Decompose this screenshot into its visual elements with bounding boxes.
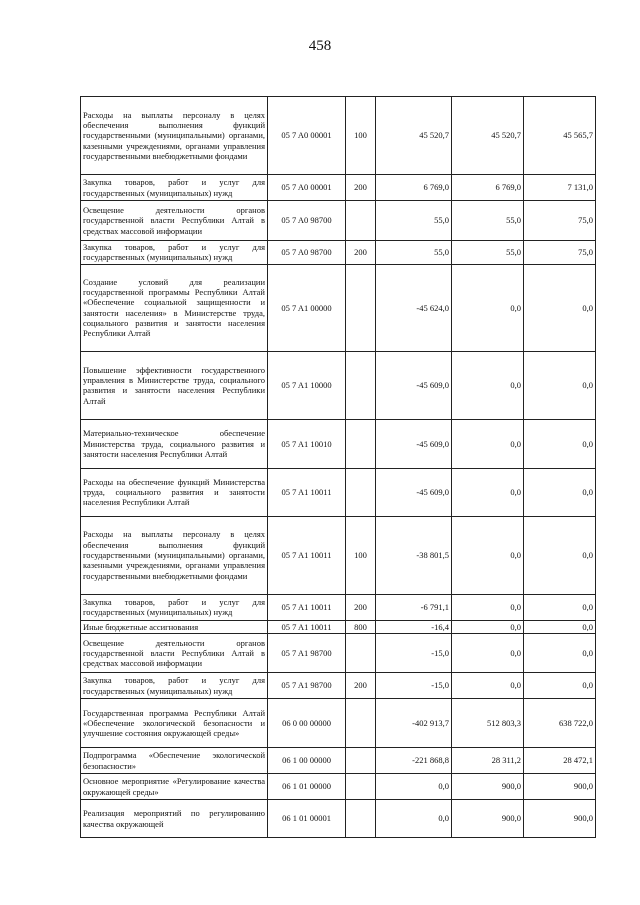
budget-table (80, 96, 596, 838)
row-expense-type-cell (346, 634, 376, 673)
row-value-2-cell: 55,0 (452, 201, 524, 241)
row-value-1-cell: 6 769,0 (376, 175, 452, 201)
row-value-3-cell: 0,0 (524, 620, 596, 633)
row-name-cell: Повышение эффективности государственного управления в Министерстве труда, социального развития и занятости населения Республики Алтай (81, 351, 268, 419)
row-code-cell: 05 7 A1 10011 (268, 594, 346, 620)
row-expense-type-cell (346, 800, 376, 838)
row-value-3-cell: 900,0 (524, 800, 596, 838)
table-row (81, 419, 596, 468)
row-code-cell: 05 7 A0 00001 (268, 97, 346, 175)
row-value-2-cell: 0,0 (452, 419, 524, 468)
row-expense-type-cell: 100 (346, 97, 376, 175)
table-row (81, 516, 596, 594)
table-row (81, 800, 596, 838)
row-value-3-cell: 0,0 (524, 516, 596, 594)
row-value-3-cell: 638 722,0 (524, 699, 596, 748)
table-row (81, 241, 596, 265)
row-value-2-cell: 512 803,3 (452, 699, 524, 748)
row-value-2-cell: 0,0 (452, 620, 524, 633)
row-name-cell: Государственная программа Республики Алтай «Обеспечение экологической безопасности и улучшение состояния окружающей среды» (81, 699, 268, 748)
row-code-cell: 05 7 A1 10011 (268, 468, 346, 516)
table-row (81, 634, 596, 673)
table-row (81, 351, 596, 419)
row-expense-type-cell (346, 351, 376, 419)
row-expense-type-cell: 800 (346, 620, 376, 633)
row-code-cell: 05 7 A1 98700 (268, 673, 346, 699)
row-expense-type-cell: 200 (346, 175, 376, 201)
row-value-3-cell: 0,0 (524, 634, 596, 673)
row-value-2-cell: 28 311,2 (452, 748, 524, 774)
row-value-1-cell: 0,0 (376, 774, 452, 800)
row-name-cell: Расходы на выплаты персоналу в целях обеспечения выполнения функций государственными (муниципальными) органами, казенными учреждениями, органами управления государственными внебюджетными фондами (81, 516, 268, 594)
row-code-cell: 05 7 A1 10010 (268, 419, 346, 468)
table-row (81, 774, 596, 800)
row-code-cell: 06 1 01 00001 (268, 800, 346, 838)
row-value-2-cell: 900,0 (452, 774, 524, 800)
row-code-cell: 06 0 00 00000 (268, 699, 346, 748)
row-value-1-cell: -221 868,8 (376, 748, 452, 774)
table-row (81, 699, 596, 748)
page-number: 458 (308, 38, 332, 54)
row-name-cell: Основное мероприятие «Регулирование качества окружающей среды» (81, 774, 268, 800)
row-code-cell: 05 7 A1 00000 (268, 264, 346, 351)
row-code-cell: 06 1 00 00000 (268, 748, 346, 774)
row-value-3-cell: 0,0 (524, 264, 596, 351)
row-expense-type-cell (346, 264, 376, 351)
table-row (81, 620, 596, 633)
table-row (81, 264, 596, 351)
row-value-2-cell: 0,0 (452, 351, 524, 419)
row-expense-type-cell (346, 748, 376, 774)
row-value-2-cell: 0,0 (452, 594, 524, 620)
row-name-cell: Материально-техническое обеспечение Министерства труда, социального развития и занятости населения Республики Алтай (81, 419, 268, 468)
row-value-3-cell: 7 131,0 (524, 175, 596, 201)
row-expense-type-cell (346, 468, 376, 516)
row-value-1-cell: -45 609,0 (376, 419, 452, 468)
row-value-3-cell: 900,0 (524, 774, 596, 800)
row-value-3-cell: 0,0 (524, 419, 596, 468)
row-name-cell: Расходы на обеспечение функций Министерства труда, социального развития и занятости населения Республики Алтай (81, 468, 268, 516)
row-value-3-cell: 0,0 (524, 594, 596, 620)
table-row (81, 594, 596, 620)
row-value-2-cell: 0,0 (452, 468, 524, 516)
row-value-3-cell: 0,0 (524, 351, 596, 419)
table-row (81, 201, 596, 241)
row-name-cell: Создание условий для реализации государственной программы Республики Алтай «Обеспечение социальной защищенности и занятости населения» в Министерстве труда, социального развития и занятости населения Республики Алтай (81, 264, 268, 351)
row-value-1-cell: -402 913,7 (376, 699, 452, 748)
row-name-cell: Расходы на выплаты персоналу в целях обеспечения выполнения функций государственными (муниципальными) органами, казенными учреждениями, органами управления государственными внебюджетными фондами (81, 97, 268, 175)
row-value-2-cell: 6 769,0 (452, 175, 524, 201)
row-expense-type-cell (346, 774, 376, 800)
row-value-1-cell: -15,0 (376, 673, 452, 699)
row-name-cell: Закупка товаров, работ и услуг для государственных (муниципальных) нужд (81, 241, 268, 265)
row-expense-type-cell: 200 (346, 241, 376, 265)
row-expense-type-cell (346, 699, 376, 748)
row-expense-type-cell (346, 419, 376, 468)
row-value-1-cell: 0,0 (376, 800, 452, 838)
row-value-1-cell: -16,4 (376, 620, 452, 633)
row-value-3-cell: 28 472,1 (524, 748, 596, 774)
row-code-cell: 06 1 01 00000 (268, 774, 346, 800)
row-expense-type-cell: 200 (346, 594, 376, 620)
row-code-cell: 05 7 A1 10000 (268, 351, 346, 419)
row-name-cell: Закупка товаров, работ и услуг для государственных (муниципальных) нужд (81, 673, 268, 699)
row-value-3-cell: 75,0 (524, 201, 596, 241)
row-value-3-cell: 75,0 (524, 241, 596, 265)
row-value-1-cell: 45 520,7 (376, 97, 452, 175)
row-value-2-cell: 0,0 (452, 673, 524, 699)
row-name-cell: Подпрограмма «Обеспечение экологической безопасности» (81, 748, 268, 774)
table-row (81, 468, 596, 516)
row-code-cell: 05 7 A0 98700 (268, 201, 346, 241)
row-code-cell: 05 7 A1 10011 (268, 516, 346, 594)
row-expense-type-cell: 100 (346, 516, 376, 594)
row-code-cell: 05 7 A1 10011 (268, 620, 346, 633)
row-name-cell: Закупка товаров, работ и услуг для государственных (муниципальных) нужд (81, 175, 268, 201)
row-name-cell: Иные бюджетные ассигнования (81, 620, 268, 633)
row-name-cell: Закупка товаров, работ и услуг для государственных (муниципальных) нужд (81, 594, 268, 620)
row-value-1-cell: -6 791,1 (376, 594, 452, 620)
row-value-2-cell: 900,0 (452, 800, 524, 838)
row-value-2-cell: 0,0 (452, 634, 524, 673)
row-value-1-cell: -38 801,5 (376, 516, 452, 594)
row-value-2-cell: 0,0 (452, 516, 524, 594)
row-code-cell: 05 7 A0 00001 (268, 175, 346, 201)
table-row (81, 175, 596, 201)
table-row (81, 748, 596, 774)
row-value-1-cell: -45 609,0 (376, 468, 452, 516)
row-value-2-cell: 0,0 (452, 264, 524, 351)
table-row (81, 673, 596, 699)
row-value-1-cell: -45 624,0 (376, 264, 452, 351)
row-value-3-cell: 45 565,7 (524, 97, 596, 175)
row-name-cell: Реализация мероприятий по регулированию качества окружающей (81, 800, 268, 838)
row-value-2-cell: 45 520,7 (452, 97, 524, 175)
row-value-3-cell: 0,0 (524, 468, 596, 516)
row-value-1-cell: -15,0 (376, 634, 452, 673)
budget-table-body (81, 97, 596, 838)
row-value-1-cell: -45 609,0 (376, 351, 452, 419)
table-row (81, 97, 596, 175)
row-expense-type-cell (346, 201, 376, 241)
row-code-cell: 05 7 A1 98700 (268, 634, 346, 673)
row-value-2-cell: 55,0 (452, 241, 524, 265)
row-name-cell: Освещение деятельности органов государственной власти Республики Алтай в средствах массовой информации (81, 634, 268, 673)
row-value-3-cell: 0,0 (524, 673, 596, 699)
row-expense-type-cell: 200 (346, 673, 376, 699)
row-code-cell: 05 7 A0 98700 (268, 241, 346, 265)
row-name-cell: Освещение деятельности органов государственной власти Республики Алтай в средствах массовой информации (81, 201, 268, 241)
row-value-1-cell: 55,0 (376, 201, 452, 241)
row-value-1-cell: 55,0 (376, 241, 452, 265)
